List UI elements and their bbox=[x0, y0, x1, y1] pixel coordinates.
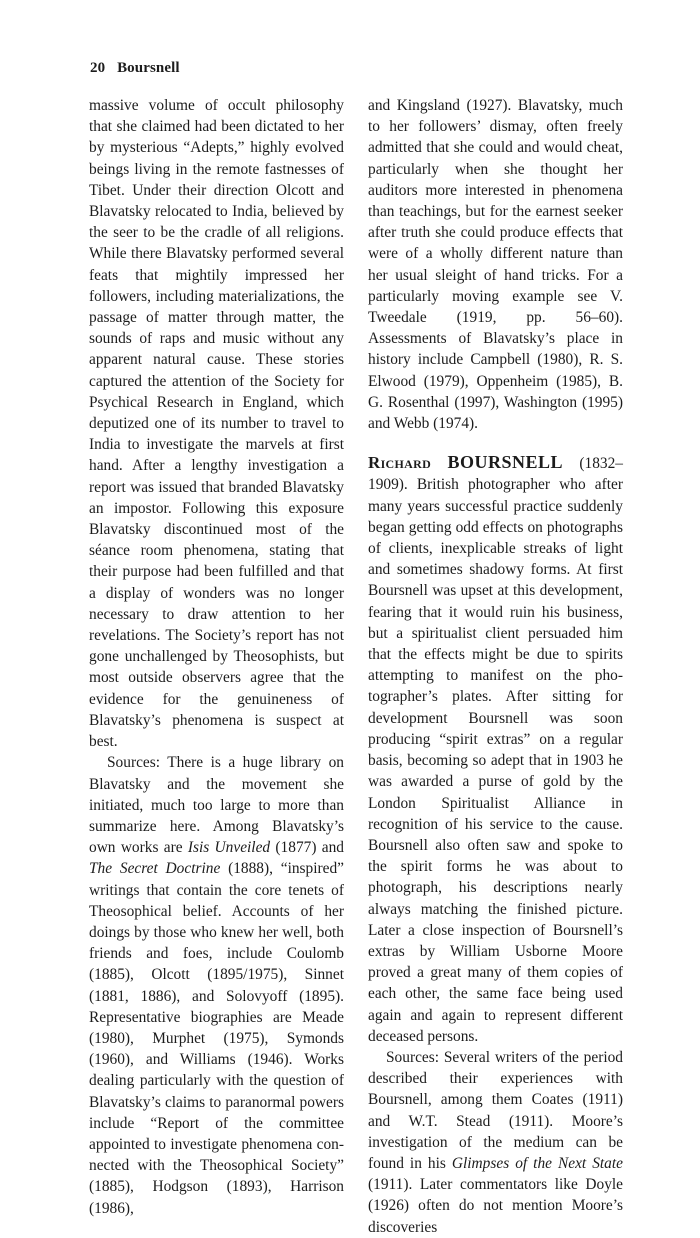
text-run: Sources: Several writers of the period described their experiences with Boursnell, among them Coates (1911) and W.T. Stead (1911). Moore’s investigation of the medium can be found in his bbox=[368, 1048, 623, 1172]
book-title-isis-unveiled: Isis Unveiled bbox=[187, 839, 271, 857]
text-run: (1911). Later commentators like Doyle (1926) often do not mention Moore’s discoveries bbox=[368, 1176, 623, 1236]
running-head bbox=[90, 60, 180, 77]
entry-headword-first: Richard bbox=[368, 453, 432, 473]
entry-text: (1832–1909). British photographer who after many years successful practice suddenly began getting odd effects on photographs of clients, inexplicable streaks of light and sometimes shadowy forms. At first Boursnell was upset at this development, fearing that it would ruin his business, but a spiritualist client persuaded him that the effects might be due to spirits attempting to manifest on the photographer’s plates. After sitting for development Boursnell was soon producing “spirit extras” on a regular basis, becoming so adept that in 1903 he was awarded a purse of gold by the London Spiritualist Alliance in recognition of his service to the cause. Boursnell also often saw and spoke to the spirit forms he was about to photograph, his descriptions nearly always matching the finished picture. Later a close inspection of Boursnell’s extras by William Usborne Moore proved a great many of them copies of each other, the same face being used again and again to represent different deceased persons. bbox=[368, 455, 623, 1045]
paragraph-blavatsky-continued: massive volume of occult philosophy that she claimed had been dictated to her by mysterious “Adepts,” highly evolved beings living in the remote fastnesses of Tibet. Under their direction Olcott and Blavatsky relocated to India, believed by the seer to be the cradle of all religions. While there Blavatsky performed several feats that mightily impressed her followers, including materializations, the passage of matter through matter, the sounds of raps and music without any apparent natural cause. These stories captured the attention of the Society for Psychical Research in England, which deputized one of its number to travel to India to investigate the marvels at first hand. After a lengthy investigation a report was issued that branded Blavatsky an impostor. Following this exposure Blavatsky discontinued most of the séance room phenomena, stating that their purpose had been fulfilled and that a display of wonders was no longer necessary to draw attention to her revelations. The Society’s report has not gone unchallenged by Theosophists, but most outside observers agree that the evidence for the genuineness of Blavatsky’s phenomena is suspect at best. bbox=[89, 97, 344, 751]
entry-boursnell bbox=[368, 452, 623, 1047]
entry-headword-last: BOURSNELL bbox=[447, 452, 563, 473]
right-column bbox=[368, 95, 623, 1238]
paragraph-boursnell-sources bbox=[368, 1047, 623, 1238]
paragraph-blavatsky-assessments: and Kingsland (1927). Blavatsky, much to her followers’ dismay, often freely admitted that she could and would cheat, particularly when she thought her auditors more interested in phenomena than teachings, but for the earnest seeker after truth she could produce effects that were of a wholly different nature than her usual sleight of hand tricks. For a particularly moving example see V. Tweedale (1919, pp. 56–60). Assessments of Blavatsky’s place in history include Campbell (1980), R. S. Elwood (1979), Oppenheim (1985), B. G. Rosenthal (1997), Washington (1995) and Webb (1974). bbox=[368, 97, 623, 433]
book-title-glimpses: Glimpses of the Next State bbox=[451, 1154, 623, 1172]
page-number: 20 bbox=[90, 60, 106, 76]
text-run: Sources: There is a huge library on Blavatsky and the movement she initiated, much too large to more than summarize here. Among Blavatsky’s own works are bbox=[89, 754, 344, 857]
book-title-secret-doctrine: The Secret Doctrine bbox=[89, 860, 221, 878]
running-title: Boursnell bbox=[117, 60, 180, 76]
left-column bbox=[89, 95, 344, 1219]
text-run: (1877) and bbox=[270, 839, 344, 857]
paragraph-blavatsky-sources bbox=[89, 752, 344, 1218]
text-run: (1888), “inspired” writings that contain the core tenets of Theosophical belief. Accounts of her doings by those who knew her well, both friends and foes, include Coulomb (1885), Olcott (1895/1975), Sinnet (1881, 1886), and Solovyoff (1895). Representative biographies are Meade (1980), Murphet (1975), Symonds (1960), and Williams (1946). Works dealing particularly with the question of Blavatsky’s claims to paranormal powers include “Report of the committee appointed to investigate phenomena connected with the Theosophical Society” (1885), Hodgson (1893), Harrison (1986), bbox=[89, 860, 345, 1217]
